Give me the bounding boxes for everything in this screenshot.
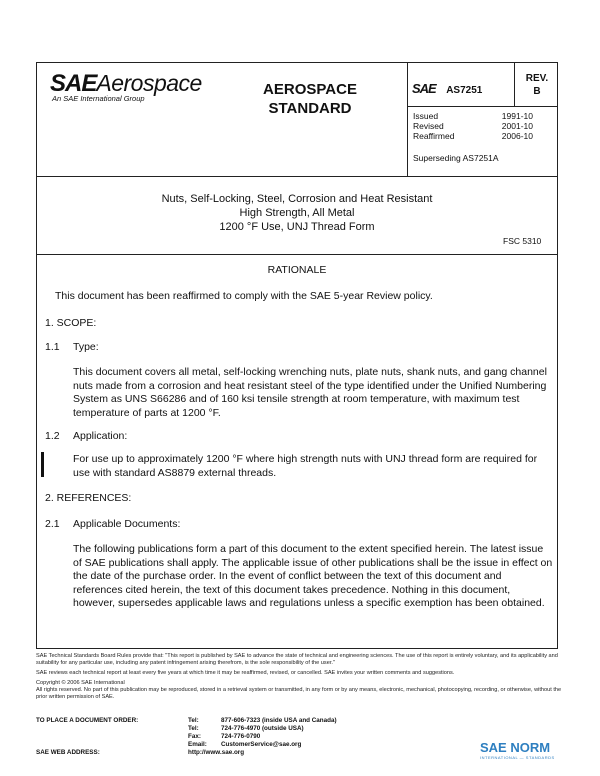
- watermark-text: SAE NORM: [480, 740, 551, 755]
- date-table: [413, 111, 533, 141]
- email-label: Email:: [188, 741, 207, 748]
- logo-aerospace-text: Aerospace: [96, 70, 202, 96]
- footer-legal: [36, 653, 566, 701]
- divider-header: [37, 176, 557, 177]
- fax-label: Fax:: [188, 733, 201, 740]
- section-1-2-number: 1.2: [45, 430, 60, 442]
- title-line2: High Strength, All Metal: [239, 207, 355, 219]
- section-references: 2. REFERENCES:: [45, 492, 132, 504]
- date-label: Issued: [413, 111, 439, 121]
- footer-review: SAE reviews each technical report at least every five years at which time it may be reaffirmed, revised, or cancelled. SAE invites your written comments and suggestions.: [36, 670, 455, 676]
- title-line1: Nuts, Self-Locking, Steel, Corrosion and Heat Resistant: [161, 193, 433, 205]
- fsc-code: FSC 5310: [503, 236, 542, 246]
- web-link[interactable]: http://www.sae.org: [188, 749, 245, 756]
- section-1-1-number: 1.1: [45, 341, 60, 353]
- standard-title-line1: AEROSPACE: [263, 81, 357, 98]
- section-1-2-text: For use up to approximately 1200 °F where high strength nuts with UNJ thread form are required for use with standard AS8879 external threads.: [73, 453, 538, 479]
- doc-number-value: AS7251: [446, 85, 483, 96]
- order-label: TO PLACE A DOCUMENT ORDER:: [36, 717, 139, 724]
- footer-copyright: Copyright © 2006 SAE International: [36, 680, 125, 686]
- section-1-1-text: This document covers all metal, self-locking wrenching nuts, plate nuts, shank nuts, and gang channel nuts made from a corrosion and heat resistant steel of the type identified under the Unified Numbering System as UNS S66286 and of 160 ksi tensile strength at room temperature, with maximum test temperature of parts at 1200 °F.: [73, 366, 547, 419]
- section-scope: 1. SCOPE:: [45, 317, 97, 329]
- rev-value: B: [533, 86, 541, 97]
- section-1-1-title: Type:: [73, 341, 99, 353]
- divider-rev-bottom: [407, 106, 558, 107]
- date-value: 1991-10: [501, 111, 533, 121]
- tel-value: 877-606-7323 (inside USA and Canada): [221, 717, 337, 724]
- section-2-1-title: Applicable Documents:: [73, 518, 181, 530]
- document-number: [412, 80, 482, 98]
- title-line3: 1200 °F Use, UNJ Thread Form: [219, 221, 375, 233]
- rationale-text: This document has been reaffirmed to comply with the SAE 5-year Review policy.: [55, 290, 433, 302]
- standard-title: [240, 80, 380, 118]
- section-2-1-text: The following publications form a part of this document to the extent specified herein. The latest issue of SAE publications shall apply. The applicable issue of other publications shall be the issue in effect on the date of the purchase order. In the event of conflict between the text of this document and references cited herein, the text of this document takes precedence. Nothing in this document, however, supersedes applicable laws and regulations unless a specific exemption has been obtained.: [73, 543, 553, 609]
- date-label: Reaffirmed: [413, 131, 455, 141]
- doc-sae-mark: SAE: [412, 81, 436, 96]
- section-2-1-number: 2.1: [45, 518, 60, 530]
- order-values-column: [221, 717, 337, 749]
- tel-label: Tel:: [188, 717, 199, 724]
- date-row-revised: [413, 121, 533, 131]
- document-title: [36, 192, 558, 234]
- order-labels-column: [188, 717, 207, 749]
- divider-title: [37, 254, 557, 255]
- divider-rev: [514, 63, 515, 106]
- standard-title-line2: STANDARD: [268, 100, 352, 117]
- revision-block: [517, 72, 557, 98]
- tel2-label: Tel:: [188, 725, 199, 732]
- sae-norm-watermark: [480, 740, 595, 760]
- section-1-2-title: Application:: [73, 430, 128, 442]
- rev-label: REV.: [525, 73, 549, 84]
- change-bar: [41, 452, 44, 477]
- fax-value: 724-776-0790: [221, 733, 261, 740]
- date-value: 2001-10: [501, 121, 533, 131]
- sae-aerospace-logo: [50, 70, 202, 103]
- logo-sae-mark: SAE: [50, 70, 97, 97]
- date-row-reaffirmed: [413, 131, 533, 141]
- divider-docblock: [407, 63, 408, 176]
- email-link[interactable]: CustomerService@sae.org: [221, 741, 302, 748]
- date-value: 2006-10: [501, 131, 533, 141]
- footer-rights: All rights reserved. No part of this publication may be reproduced, stored in a retrieval system or transmitted, in any form or by any means, electronic, mechanical, photocopying, recording, or otherwise, without the prior written permission of SAE.: [36, 687, 562, 700]
- footer-rules: SAE Technical Standards Board Rules provide that: "This report is published by SAE to advance the state of technical and engineering sciences. The use of this report is entirely voluntary, and its applicability and suitability for any particular use, including any patent infringement arising therefrom, is the sole responsibility of the user.": [36, 653, 558, 666]
- rationale-heading: RATIONALE: [267, 264, 327, 276]
- logo-subtitle: An SAE International Group: [52, 94, 145, 103]
- supersedes-note: Superseding AS7251A: [413, 153, 499, 163]
- date-label: Revised: [413, 121, 444, 131]
- date-row-issued: [413, 111, 533, 121]
- web-label: SAE WEB ADDRESS:: [36, 749, 100, 756]
- watermark-subtitle: INTERNATIONAL — STANDARDS: [480, 755, 555, 760]
- tel2-value: 724-776-4970 (outside USA): [221, 725, 304, 732]
